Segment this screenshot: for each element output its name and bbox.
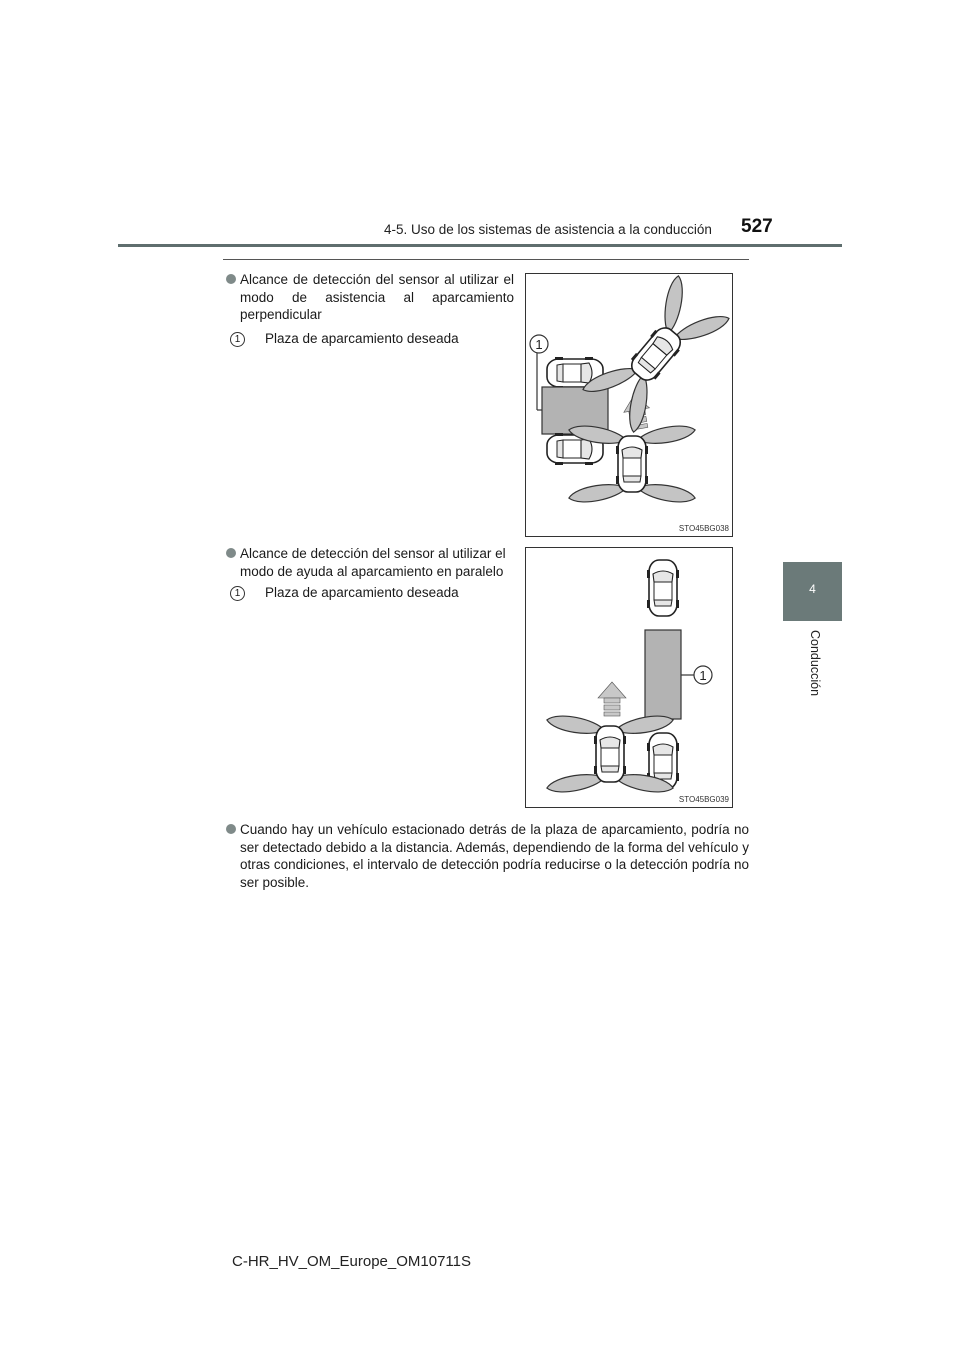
callout-number: 1: [535, 337, 543, 352]
section-title: 4-5. Uso de los sistemas de asistencia a la conducción: [384, 222, 712, 237]
legend-item: [230, 585, 459, 601]
bullet-dot: [226, 548, 236, 558]
figure-perpendicular-parking: [525, 273, 733, 537]
target-parking-space: [645, 630, 681, 719]
bullet-dot: [226, 274, 236, 284]
parallel-parking-diagram: [526, 548, 732, 807]
figure-code: STO45BG039: [678, 795, 729, 804]
page-number: 527: [741, 216, 773, 237]
chapter-number: 4: [809, 582, 816, 596]
figure-code: STO45BG038: [678, 524, 729, 533]
legend-number: 1: [230, 332, 245, 347]
header-rule: [118, 244, 842, 247]
document-id: C-HR_HV_OM_Europe_OM10711S: [232, 1253, 471, 1270]
chapter-label: Conducción: [808, 630, 822, 697]
chapter-tab: [783, 562, 842, 621]
bullet-text: Alcance de detección del sensor al utilizar el modo de asistencia al aparcamiento perpendicular: [240, 272, 514, 322]
bullet-parallel: [240, 545, 514, 580]
direction-arrow: [598, 682, 626, 716]
legend-text: Plaza de aparcamiento deseada: [265, 331, 459, 346]
legend-number: 1: [230, 586, 245, 601]
legend-item: [230, 331, 459, 347]
callout-number: 1: [699, 668, 707, 683]
figure-parallel-parking: [525, 547, 733, 808]
legend-text: Plaza de aparcamiento deseada: [265, 585, 459, 600]
bullet-text: Alcance de detección del sensor al utilizar el modo de ayuda al aparcamiento en paralelo: [240, 546, 506, 579]
bullet-note: [240, 821, 749, 891]
bullet-text: Cuando hay un vehículo estacionado detrás de la plaza de aparcamiento, podría no ser detectado debido a la distancia. Además, dependiendo de la forma del vehículo y otras condiciones, el intervalo de detección podría reducirse o la detección podría no ser posible.: [240, 822, 749, 890]
bullet-perpendicular: [240, 271, 514, 324]
section-divider: [223, 259, 749, 260]
perpendicular-parking-diagram: [526, 274, 732, 536]
bullet-dot: [226, 824, 236, 834]
